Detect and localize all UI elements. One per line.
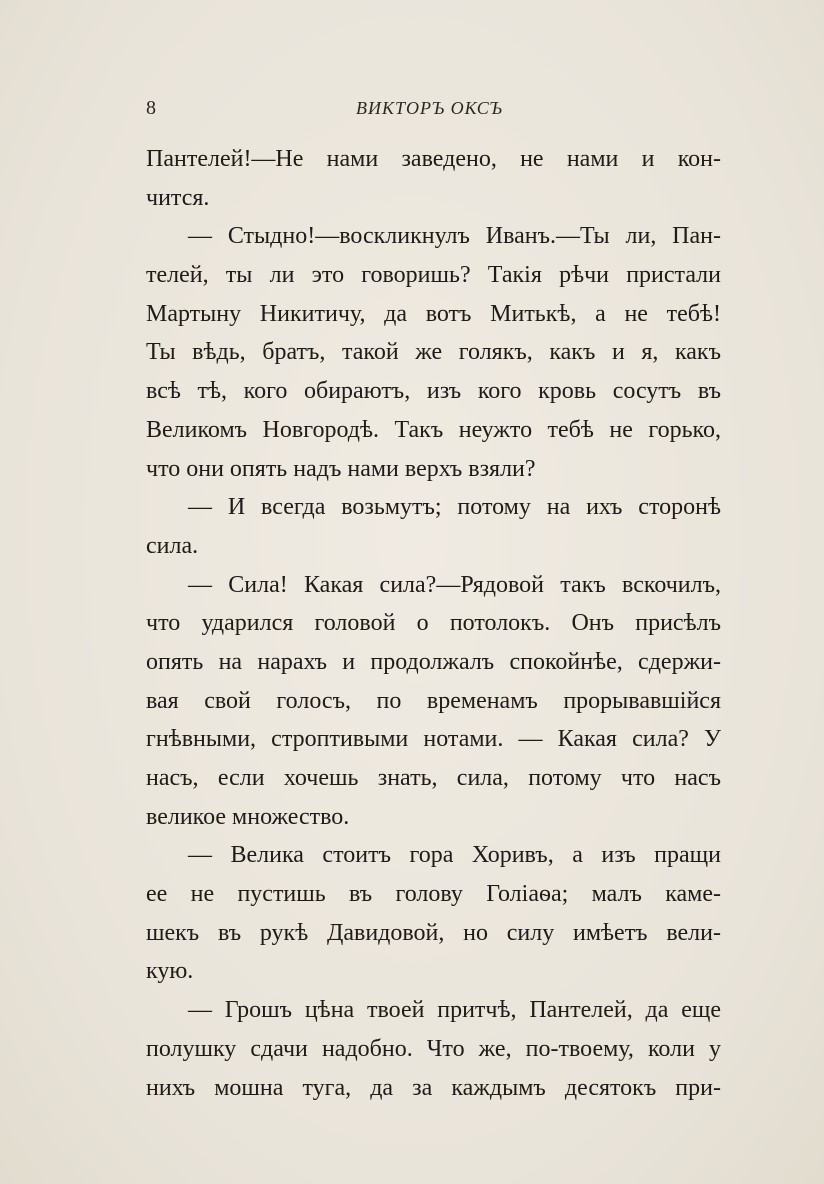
- text-line: сила.: [146, 532, 199, 559]
- running-title: ВИКТОРЪ ОКСЪ: [356, 98, 503, 118]
- text-line: нихъ мошна туга, да за каждымъ десятокъ при-: [146, 1074, 721, 1101]
- text-line: — И всегда возьмутъ; потому на ихъ сторонѣ: [188, 494, 721, 521]
- text-line: Мартыну Никитичу, да вотъ Митькѣ, а не тебѣ!: [146, 300, 721, 327]
- text-line: — Велика стоитъ гора Хоривъ, а изъ пращи: [188, 842, 721, 869]
- text-line: Пантелей!—Не нами заведено, не нами и кон-: [146, 146, 721, 172]
- text-line: чится.: [146, 184, 210, 211]
- text-line: всѣ тѣ, кого обираютъ, изъ кого кровь сосутъ въ: [146, 378, 721, 405]
- text-line: Ты вѣдь, братъ, такой же голякъ, какъ и я, какъ: [146, 339, 721, 366]
- text-line: что они опять надъ нами верхъ взяли?: [146, 455, 536, 482]
- text-line: насъ, если хочешь знать, сила, потому что насъ: [146, 765, 721, 791]
- text-line: вая свой голосъ, по временамъ прорывавшійся: [146, 687, 721, 714]
- text-line: что ударился головой о потолокъ. Онъ присѣлъ: [146, 610, 721, 637]
- text-line: полушку сдачи надобно. Что же, по-твоему, коли у: [146, 1035, 721, 1062]
- text-line: опять на нарахъ и продолжалъ спокойнѣе, сдержи-: [146, 648, 721, 675]
- text-line: кую.: [146, 958, 194, 985]
- text-line: — Грошъ цѣна твоей притчѣ, Пантелей, да еще: [188, 997, 721, 1024]
- text-line: Великомъ Новгородѣ. Такъ неужто тебѣ не горько,: [146, 416, 721, 443]
- text-line: — Сила! Какая сила?—Рядовой такъ вскочилъ,: [188, 571, 721, 598]
- text-line: великое множество.: [146, 803, 350, 830]
- page-header: [146, 97, 721, 127]
- text-line: — Стыдно!—воскликнулъ Иванъ.—Ты ли, Пан-: [188, 223, 721, 250]
- text-line: ее не пустишь въ голову Голіаѳа; малъ каме-: [146, 881, 721, 908]
- text-line: гнѣвными, строптивыми нотами. — Какая сила? У: [146, 726, 721, 753]
- text-line: телей, ты ли это говоришь? Такія рѣчи пристали: [146, 262, 721, 289]
- body-text: [146, 140, 721, 1107]
- text-line: шекъ въ рукѣ Давидовой, но силу имѣетъ вели-: [146, 919, 721, 946]
- page-number: 8: [146, 97, 156, 119]
